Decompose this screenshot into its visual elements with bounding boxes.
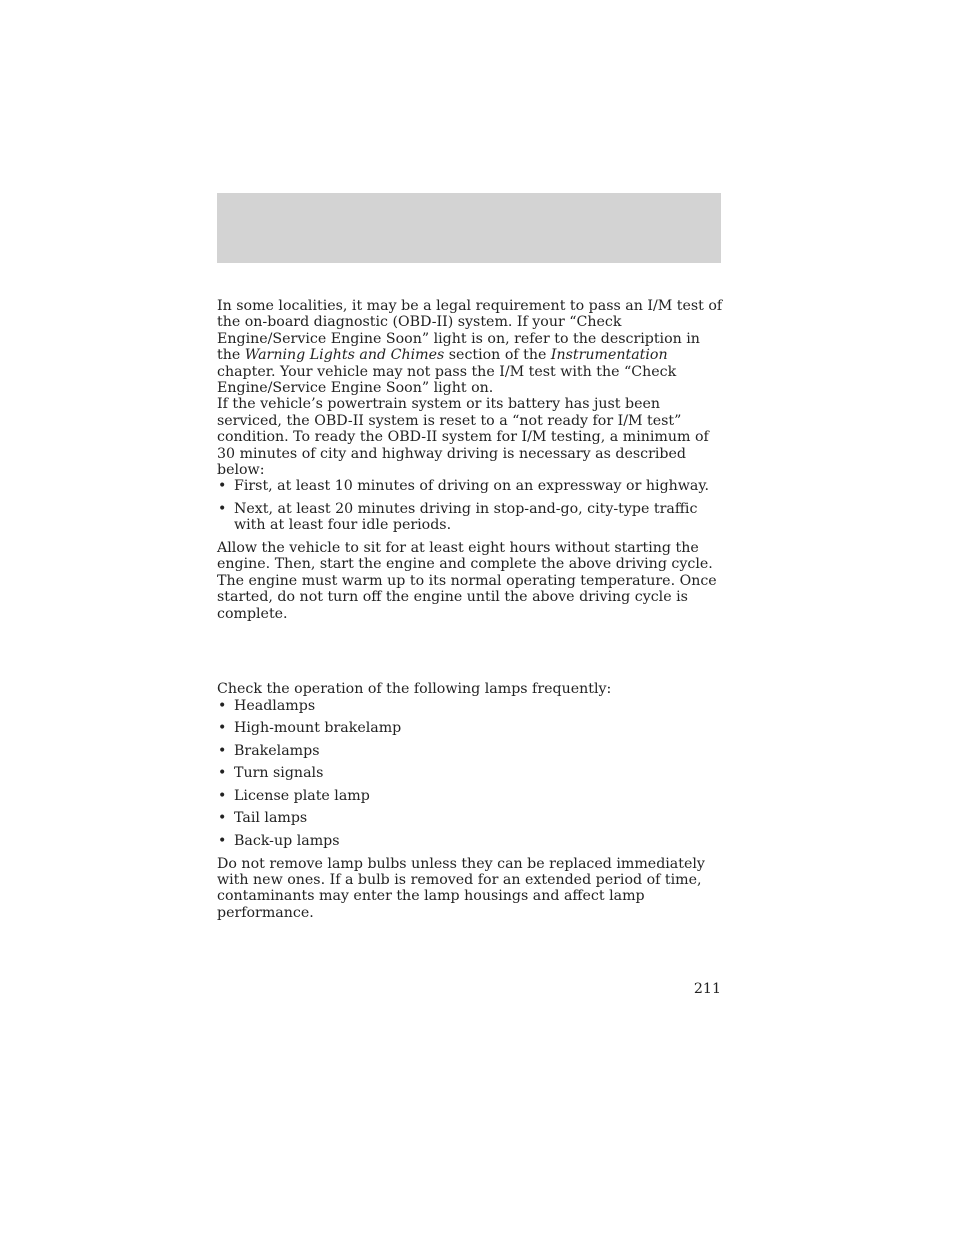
driving-cycle-list xyxy=(217,478,723,533)
obd-reset-paragraph: If the vehicle’s powertrain system or its battery has just been serviced, the OBD-II system is reset to a “not ready for I/M test” condition. To ready the OBD-II system for I/M testing, a minimum of 30 minutes of city and highway driving is necessary as described below: xyxy=(217,396,709,479)
chapter-header-band xyxy=(217,193,721,263)
list-item xyxy=(217,720,723,736)
list-item xyxy=(217,743,723,759)
bullet-glyph: • xyxy=(218,720,227,737)
section-divider-space xyxy=(217,622,723,681)
bulb-removal-caution-paragraph: Do not remove lamp bulbs unless they can be replaced immediately with new ones. If a bulb is removed for an extended period of time, contaminants may enter the lamp housings and affect lamp performance. xyxy=(217,855,705,921)
lamps-intro-paragraph: Check the operation of the following lamps frequently: xyxy=(217,681,612,698)
list-item-text: Next, at least 20 minutes driving in stop-and-go, city-type traffic with at least four idle periods. xyxy=(234,501,698,534)
bullet-glyph: • xyxy=(218,765,227,782)
page-number: 211 xyxy=(693,981,721,997)
bullet-glyph: • xyxy=(218,742,227,759)
list-item xyxy=(217,698,723,714)
im-intro-text-3: chapter. Your vehicle may not pass the I/M test with the “Check Engine/Service Engine Soon” light on. xyxy=(217,363,677,397)
lamps-list xyxy=(217,698,723,850)
bullet-glyph: • xyxy=(218,501,227,518)
instrumentation-reference: Instrumentation xyxy=(550,347,668,364)
list-item-text: License plate lamp xyxy=(234,787,370,804)
list-item xyxy=(217,810,723,826)
list-item xyxy=(217,478,723,494)
list-item xyxy=(217,501,723,534)
bullet-glyph: • xyxy=(218,810,227,827)
bullet-glyph: • xyxy=(218,697,227,714)
list-item-text: First, at least 10 minutes of driving on an expressway or highway. xyxy=(234,478,710,495)
list-item-text: Headlamps xyxy=(234,697,316,714)
list-item-text: Brakelamps xyxy=(234,742,320,759)
im-intro-text-1: In some localities, it may be a legal requirement to pass an I/M test of the on-board diagnostic (OBD-II) system. If your “Check Engine/Service Engine Soon” light is on, refer to the description in the xyxy=(217,298,723,364)
page-body xyxy=(217,298,723,921)
bullet-glyph: • xyxy=(218,787,227,804)
list-item xyxy=(217,788,723,804)
list-item xyxy=(217,833,723,849)
list-item-text: Turn signals xyxy=(234,765,324,782)
list-item-text: High-mount brakelamp xyxy=(234,720,402,737)
driving-cycle-instructions-paragraph: Allow the vehicle to sit for at least eight hours without starting the engine. Then, start the engine and complete the above driving cycle. The engine must warm up to its normal operating temperature. Once started, do not turn off the engine until the above driving cycle is complete. xyxy=(217,540,717,622)
bullet-glyph: • xyxy=(218,478,227,495)
list-item-text: Back-up lamps xyxy=(234,833,340,850)
im-intro-text-2: section of the xyxy=(444,347,551,364)
bullet-glyph: • xyxy=(218,833,227,850)
im-test-intro-paragraph xyxy=(217,298,723,396)
warning-lights-reference: Warning Lights and Chimes xyxy=(244,347,445,364)
list-item xyxy=(217,765,723,781)
list-item-text: Tail lamps xyxy=(234,810,308,827)
